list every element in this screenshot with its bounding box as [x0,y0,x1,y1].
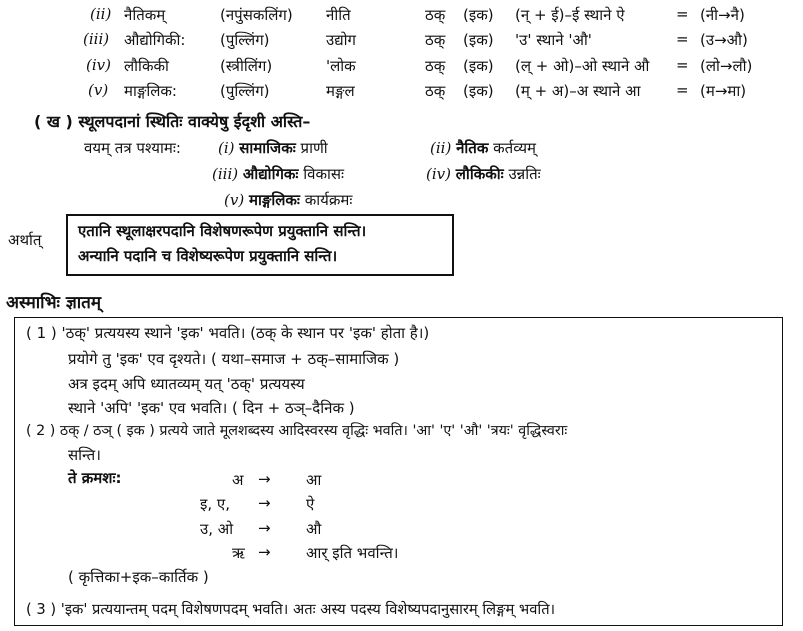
kha-item-num: (i) [218,139,235,157]
kha-item-num: (v) [224,191,245,209]
row-suffix: ठक् [425,6,446,24]
map-arrow: → [258,494,271,512]
kramash-text: ते क्रमशः [68,469,116,487]
kha-item-num: (iii) [212,165,239,183]
row-rule: (म् + अ)–अ स्थाने आ [515,82,641,100]
row-eq: = [676,81,689,99]
row-rule: 'उ' स्थाने 'औ' [515,31,592,49]
row-rule: (न् + ई)–ई स्थाने ऐ [515,6,625,24]
row-word: औद्योगिकी: [124,31,186,49]
map-arrow: → [258,470,271,488]
arthat-line-1: एतानि स्थूलाक्षरपदानि विशेषणरूपेण प्रयुक्तानि सन्ति। [78,222,367,240]
row-result: (नी→नै) [700,6,745,24]
kha-item-rest: उन्नतिः [508,165,541,183]
row-gender: (स्त्रीलिंग) [220,57,273,75]
kha-item-bold: औद्योगिकः [242,165,299,183]
kha-item [426,164,541,184]
known-p3: ( 3 ) 'इक' प्रत्ययान्तम् पदम् विशेषणपदम् भवति। अतः अस्य पदस्य विशेष्यपदानुसारम् लिङ्गम् भवति। [26,601,556,618]
row-suffix: ठक् [425,31,446,49]
kha-item-num: (ii) [430,139,452,157]
row-eq: = [676,5,689,23]
known-heading: अस्माभिः ज्ञातम् [6,293,102,313]
map-to: औ [306,520,322,538]
known-p2-line-1: ( 2 ) ठक् / ठञ् ( इक ) प्रत्यये जाते मूलशब्दस्य आदिस्वरस्य वृद्धिः भवति। 'आ' 'ए' 'औ' 'त्रयः' वृद्धिस्वराः [26,423,568,439]
known-p1-line-1: ( 1 ) 'ठक्' प्रत्ययस्य स्थाने 'इक' भवति। (ठक् के स्थान पर 'इक' होता है।) [26,324,430,342]
row-rule: (ल् + ओ)–ओ स्थाने औ [515,57,650,75]
row-result: (म→मा) [700,82,747,100]
known-example: ( कृत्तिका+इक–कार्तिक ) [68,568,209,586]
kha-item [218,138,328,158]
known-p1-line-3: अत्र इदम् अपि ध्यातव्यम् यत् 'ठक्' प्रत्ययस्य [68,375,305,393]
kha-item-rest: कार्यक्रमः [304,191,353,209]
kha-lead-colon: : [175,139,181,157]
kramash-label [68,468,122,488]
known-p2-line-2: सन्ति। [68,446,101,464]
row-eq: = [676,30,689,48]
kha-item-rest: प्राणी [300,139,328,157]
row-ik: (इक) [463,31,494,49]
row-num: (iv) [86,56,111,74]
map-from: ऋ [232,544,245,562]
arthat-label: अर्थात् [8,231,42,249]
map-from: इ, ए, [200,495,230,513]
kha-item-bold: सामाजिकः [239,139,296,157]
row-ik: (इक) [463,6,494,24]
row-ik: (इक) [463,82,494,100]
map-to: ऐ [306,495,315,513]
kha-item [212,164,344,184]
map-from: उ, ओ [200,520,234,538]
row-gender: (नपुंसकलिंग) [220,6,293,24]
known-p1-line-2: प्रयोगे तु 'इक' एव दृश्यते। ( यथा–समाज + ठक्–सामाजिक ) [68,350,400,368]
row-gender: (पुल्लिंग) [220,31,270,49]
kramash-colon: : [115,469,122,487]
kha-item-bold: लौकिकीः [455,165,504,183]
kha-item [224,190,352,210]
kha-item-bold: माङ्गलिकः [248,191,300,209]
row-word: माङ्गलिक: [124,82,177,100]
map-to: आर् इति भवन्ति। [306,544,399,562]
kha-item-num: (iv) [426,165,451,183]
row-suffix: ठक् [425,82,446,100]
row-result: (उ→औ) [700,31,748,49]
row-root: 'लोक [326,57,356,75]
row-root: नीति [326,6,351,24]
row-result: (लो→लौ) [700,57,753,75]
row-ik: (इक) [463,57,494,75]
known-p1-line-4: स्थाने 'अपि' 'इक' एव भवति। ( दिन + ठञ्–दैनिक ) [68,399,355,417]
section-kha-heading: ( ख ) स्थूलपदानां स्थितिः वाक्येषु ईदृशी अस्ति– [34,112,311,131]
map-to: आ [306,471,322,489]
row-word: लौकिकी [124,57,169,75]
kha-item-rest: कर्तव्यम् [493,139,537,157]
arthat-line-2: अन्यानि पदानि च विशेष्यरूपेण प्रयुक्तानि सन्ति। [78,247,338,265]
row-word: नैतिकम् [124,6,166,24]
row-gender: (पुल्लिंग) [220,82,270,100]
map-arrow: → [258,543,271,561]
row-eq: = [676,56,689,74]
row-num: (ii) [90,5,112,23]
row-suffix: ठक् [425,57,446,75]
row-root: मङ्गल [326,82,355,100]
map-from: अ [232,471,244,489]
kha-item-rest: विकासः [303,165,345,183]
kha-lead [84,138,181,158]
row-root: उद्योग [326,31,357,49]
map-arrow: → [258,519,271,537]
row-num: (v) [88,81,109,99]
row-num: (iii) [83,30,110,48]
kha-lead-text: वयम् तत्र पश्यामः [84,139,176,157]
kha-item-bold: नैतिक [456,139,489,157]
kha-item [430,138,536,158]
